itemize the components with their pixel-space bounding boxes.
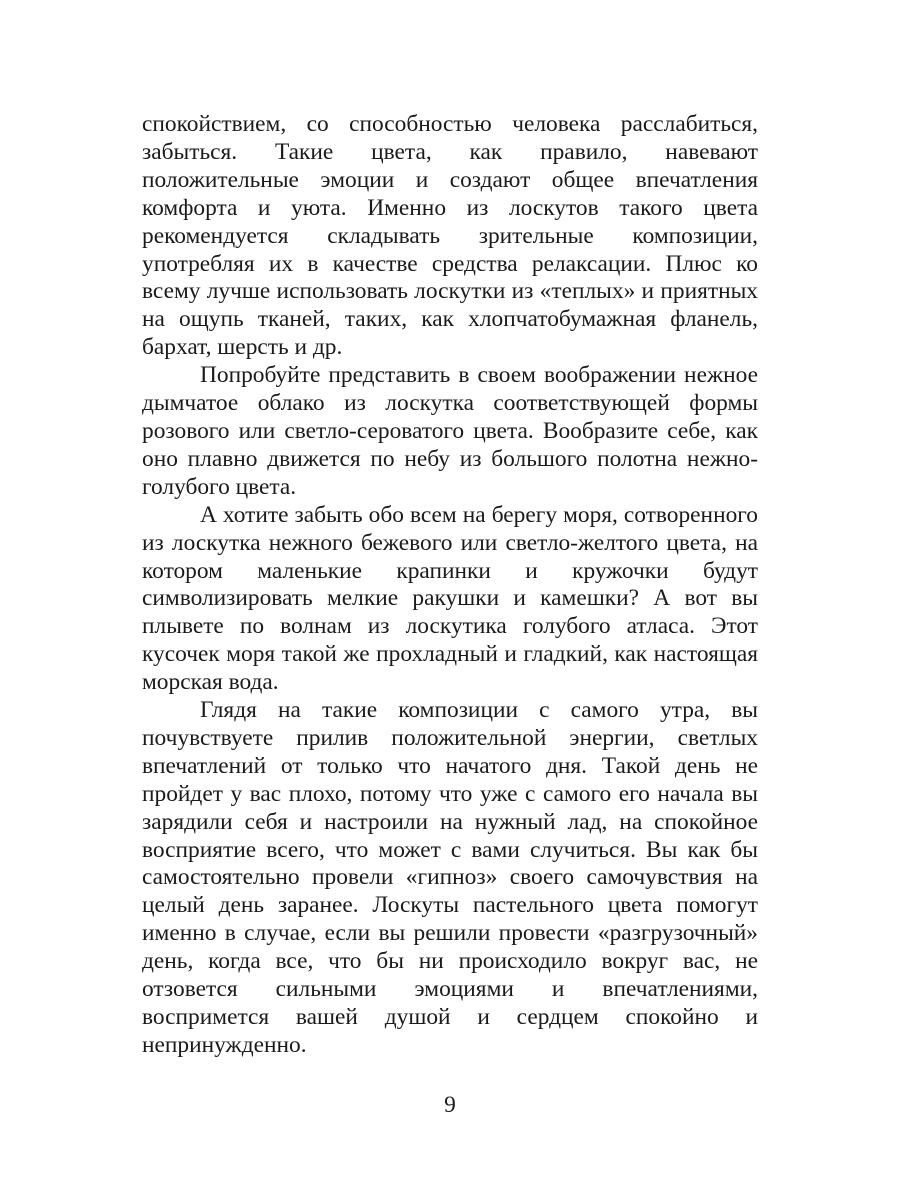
- paragraph-3: А хотите забыть обо всем на берегу моря, сотворенного из лоскутка нежного бежевого или светло-желтого цвета, на котором маленькие крапинки и кружочки будут символизировать мелкие ракушки и камешки? А вот вы плывете по волнам из лоскутика голубого атласа. Этот кусочек моря такой же прохладный и гладкий, как настоящая морская вода.: [142, 501, 758, 696]
- page-body: [142, 111, 758, 1060]
- page-number: 9: [444, 1092, 456, 1118]
- paragraph-1: спокойствием, со способностью человека расслабиться, забыться. Такие цвета, как правило, навевают положительные эмоции и создают общее впечатления комфорта и уюта. Именно из лоскутов такого цвета рекомендуется складывать зрительные композиции, употребляя их в качестве средства релаксации. Плюс ко всему лучше использовать лоскутки из «теплых» и приятных на ощупь тканей, таких, как хлопчатобумажная фланель, бархат, шерсть и др.: [142, 111, 758, 361]
- paragraph-4: Глядя на такие композиции с самого утра, вы почувствуете прилив положительной энергии, светлых впечатлений от только что начатого дня. Такой день не пройдет у вас плохо, потому что уже с самого его начала вы зарядили себя и настроили на нужный лад, на спокойное восприятие всего, что может с вами случиться. Вы как бы самостоятельно провели «гипноз» своего самочувствия на целый день заранее. Лоскуты пастельного цвета помогут именно в случае, если вы решили провести «разгрузочный» день, когда все, что бы ни происходило вокруг вас, не отзовется сильными эмоциями и впечатлениями, воспримется вашей душой и сердцем спокойно и непринужденно.: [142, 697, 758, 1058]
- paragraph-2: Попробуйте представить в своем воображении нежное дымчатое облако из лоскутка соответствующей формы розового или светло-сероватого цвета. Вообразите себе, как оно плавно движется по небу из большого полотна нежно-голубого цвета.: [142, 362, 758, 500]
